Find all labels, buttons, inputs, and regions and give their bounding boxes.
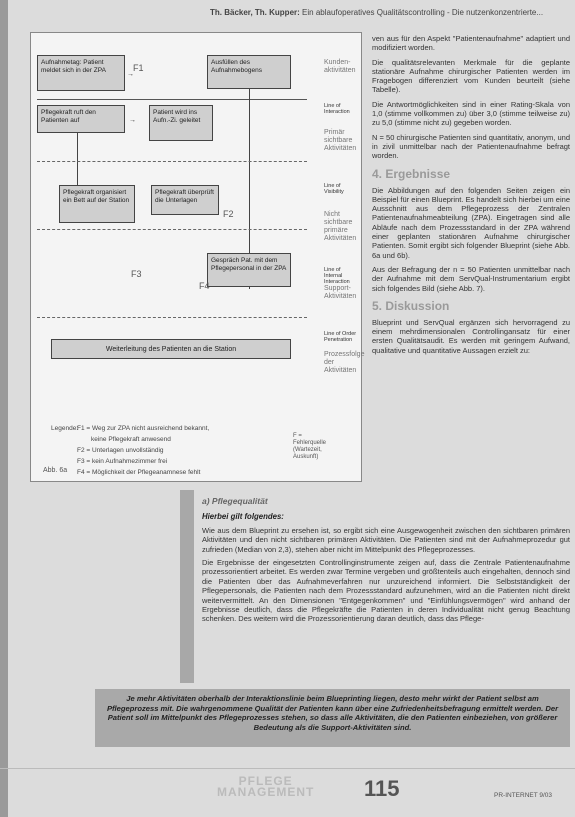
logo-top: PFLEGE xyxy=(238,774,293,788)
box-talk: Gespräch Pat. mit dem Pflegepersonal in der ZPA xyxy=(207,253,291,287)
box-arrival: Aufnahmetag: Patient meldet sich in der ZPA xyxy=(37,55,125,91)
figure-caption: Abb. 6a xyxy=(43,467,68,474)
magazine-logo xyxy=(217,776,314,798)
marker-f4: F4 xyxy=(199,281,210,291)
lane-process: Prozessfolge der Aktivitäten xyxy=(324,351,365,374)
logo-bottom: MANAGEMENT xyxy=(217,785,315,799)
arrow-right: → xyxy=(127,71,134,78)
figure-legend xyxy=(51,423,209,478)
box-bed: Pflegekraft organisiert ein Bett auf der Station xyxy=(59,185,135,223)
subsection-heading: a) Pflegequalität xyxy=(202,496,268,506)
legend-f1: F1 = Weg zur ZPA nicht ausreichend bekannt, xyxy=(77,425,210,432)
arrow-right: → xyxy=(129,117,136,124)
lane-invisible: Nicht sichtbare primäre Aktivitäten xyxy=(324,211,357,242)
section-heading-discussion: 5. Diskussion xyxy=(372,298,450,313)
running-header xyxy=(210,8,570,17)
legend-f4: F4 = Möglichkeit der Pflegeanamnese fehlt xyxy=(77,469,201,476)
box-transfer: Weiterleitung des Patienten an die Station xyxy=(51,339,291,359)
legend-title: Legende: xyxy=(51,425,79,432)
section-heading-results: 4. Ergebnisse xyxy=(372,166,451,181)
legend-note: F = Fehlerquelle (Wartezeit, Auskunft) xyxy=(293,433,327,460)
box-call: Pflegekraft ruft den Patienten auf xyxy=(37,105,125,133)
page-number: 115 xyxy=(364,776,400,801)
paragraph: N = 50 chirurgische Patienten sind quantitativ, anonym, und in zivil unmittelbar nach der Patientenaufnahme befragt worden. xyxy=(372,132,570,161)
marker-f1: F1 xyxy=(133,63,144,73)
legend-f3: F3 = kein Aufnahmezimmer frei xyxy=(77,458,168,465)
lane-support: Support-Aktivitäten xyxy=(324,285,357,300)
paragraph: Die qualitätsrelevanten Merkmale für die geplante stationäre Aufnahme chirurgischer Patienten werden im Fragebogen differenziert vom Kunden beurteilt (siehe Tabelle). xyxy=(372,57,570,95)
paragraph: Die Ergebnisse der eingesetzten Controllinginstrumente zeigen auf, dass die Zentrale Patientenaufnahme prozessorientiert arbeitet. Es werden zwar Termine vergeben und größtenteils auch eingehalten, dennoch sind die Patienten über das Aufnahmeverfahren nur unzureichend informiert. Die Selbstständigkeit der Pflegepersonals, die Patienten nach dem Prozessstandard aufzunehmen, wird an die Patienten nicht direkt weitervermittelt. An den Dimensionen "Entgegenkommen" und "Einfühlungsvermögen" wird anhand der Ergebnisse deutlich, dass die Pflegekräfte die Patienten in deren Individualität nicht genug Beachtung schenken. Des weitern wird die Prozessorientierung daran deutlich, dass das Pflege- xyxy=(202,558,570,624)
legend-f2: F2 = Unterlagen unvollständig xyxy=(77,447,164,454)
line-order-penetration xyxy=(37,317,307,318)
line-visibility xyxy=(37,161,307,162)
paragraph: Wie aus dem Blueprint zu ersehen ist, so ergibt sich eine Ausgewogenheit zwischen den sichtbaren primären Aktivitäten und den nicht sichtbaren primären Aktivitäten. Die Patienten sind mit der Aufnahmeprozedur gut zufrieden (Median von 2,3), stehen aber nicht im Mittelpunkt des Pflegeprozesses. xyxy=(202,525,570,554)
lane-customer: Kunden-aktivitäten xyxy=(324,59,356,74)
line-label-visibility: Line of Visibility xyxy=(324,183,344,195)
header-authors: Th. Bäcker, Th. Kupper: xyxy=(210,8,300,17)
header-title: Ein ablaufoperatives Qualitätscontrolling - Die nutzenkonzentrierte... xyxy=(302,8,544,17)
box-check: Pflegekraft überprüft die Unterlagen xyxy=(151,185,219,215)
issue-label: PR-INTERNET 9/03 xyxy=(494,792,553,799)
marker-f2: F2 xyxy=(223,209,234,219)
lower-column xyxy=(202,497,570,628)
page-edge xyxy=(0,0,8,817)
legend-f1-cont: keine Pflegekraft anwesend xyxy=(91,436,171,443)
pull-quote: Je mehr Aktivitäten oberhalb der Interaktionslinie beim Blueprinting liegen, desto mehr wirkt der Patient selbst am Pflegeprozess mit. Die wahrgenommene Qualität der Patienten kann über eine Zufriedenheitsbefragung ermittelt werden. Der Patient soll im Mittelpunkt des Pflegeprozesses stehen, so dass alle Aktivitäten, die den Patienten einbeziehen, von größerer Bedeutung als die Support-Aktivitäten sind. xyxy=(95,689,570,747)
paragraph: Die Abbildungen auf den folgenden Seiten zeigen ein Beispiel für einen Blueprint. Es handelt sich hierbei um eine Ausschnitt aus dem Pflegeprozess der Zentralen Patientenaufnahmeabteilung (ZPA). Eingetragen sind alle Abläufe nach dem Prozessstandard in der ZPA während einer geplanten stationären Aufnahme chirurgischer Patienten. Somit ergibt sich folgender Blueprint (siehe Abb. 6a und 6b). xyxy=(372,185,570,260)
box-room: Patient wird ins Aufn.-Zi. geleitet xyxy=(149,105,213,141)
lane-visible: Primär sichtbare Aktivitäten xyxy=(324,129,357,152)
line-label-order: Line of Order Penetration xyxy=(324,331,357,343)
right-column xyxy=(372,34,570,360)
line-label-interaction: Line of Interaction xyxy=(324,103,350,115)
paragraph: Die Antwortmöglichkeiten sind in einer Rating-Skala von 1,0 (stimme vollkommen zu) über 3,0 (stimme teilweise zu) zu 5,0 (stimme nicht zu) gegeben worden. xyxy=(372,99,570,128)
marker-f3: F3 xyxy=(131,269,142,279)
line-interaction xyxy=(37,99,307,100)
subsection-subheading: Hierbei gilt folgendes: xyxy=(202,512,284,522)
paragraph: Blueprint und ServQual ergänzen sich hervorragend zu einem mehrdimensionalen Controllingansatz für einer ersten Qualitätsaudit. Es werden mit geringem Aufwand, qualitative und quantitative Aussagen erzielt zu: xyxy=(372,317,570,355)
decorative-bar xyxy=(180,490,194,683)
paragraph: ven aus für den Aspekt "Patientenaufnahme" adaptiert und modifiziert worden. xyxy=(372,34,570,53)
blueprint-figure xyxy=(30,32,365,482)
line-label-internal: Line of Internal Interaction xyxy=(324,267,350,285)
flow-line xyxy=(77,133,78,185)
box-form: Ausfüllen des Aufnahmebogens xyxy=(207,55,291,89)
paragraph: Aus der Befragung der n = 50 Patienten unmittelbar nach der Aufnahme mit dem ServQual-Instrumentarium ergibt sich folgendes Bild (siehe Abb. 7). xyxy=(372,264,570,293)
footer-rule xyxy=(0,768,575,769)
line-internal-interaction xyxy=(37,229,307,230)
